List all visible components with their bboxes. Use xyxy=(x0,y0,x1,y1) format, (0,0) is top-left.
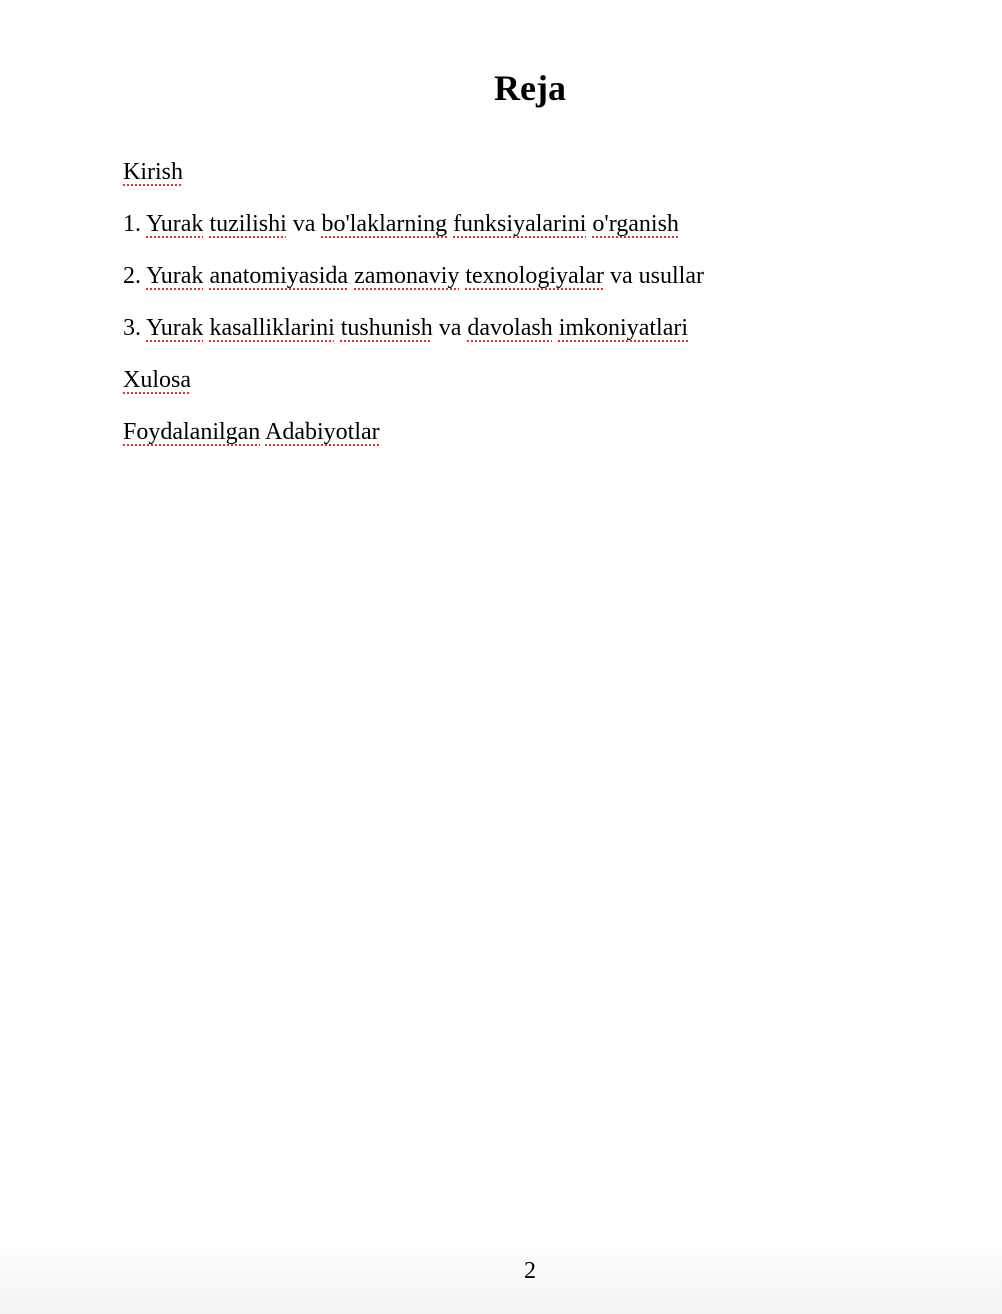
spellcheck-flagged-word: kasalliklarini xyxy=(209,315,335,341)
toc-text: va xyxy=(432,315,468,341)
page-title: Reja xyxy=(494,68,566,108)
spellcheck-flagged-word: Kirish xyxy=(123,159,183,185)
spellcheck-flagged-word: o'rganish xyxy=(592,211,679,237)
toc-item-section-2 xyxy=(123,259,704,311)
spellcheck-flagged-word: Foydalanilgan xyxy=(123,419,261,445)
spellcheck-flagged-word: bo'laklarning xyxy=(321,211,448,237)
spellcheck-flagged-word: imkoniyatlari xyxy=(558,315,689,341)
toc-text: va usullar xyxy=(603,263,704,289)
spellcheck-flagged-word: texnologiyalar xyxy=(465,263,604,289)
spellcheck-flagged-word: Yurak xyxy=(146,211,204,237)
spellcheck-flagged-word: anatomiyasida xyxy=(209,263,349,289)
toc-item-section-3 xyxy=(123,311,704,363)
table-of-contents xyxy=(123,155,704,467)
toc-item-adabiyotlar xyxy=(123,415,704,467)
spellcheck-flagged-word: tushunish xyxy=(340,315,433,341)
toc-text: 1. xyxy=(123,211,147,237)
spellcheck-flagged-word: Xulosa xyxy=(123,367,191,393)
toc-item-kirish xyxy=(123,155,704,207)
spellcheck-flagged-word: Yurak xyxy=(146,315,204,341)
spellcheck-flagged-word: tuzilishi xyxy=(209,211,287,237)
spellcheck-flagged-word: Adabiyotlar xyxy=(265,419,380,445)
spellcheck-flagged-word: funksiyalarini xyxy=(453,211,587,237)
toc-text: va xyxy=(286,211,322,237)
spellcheck-flagged-word: zamonaviy xyxy=(354,263,460,289)
toc-text: 3. xyxy=(123,315,147,341)
toc-text: 2. xyxy=(123,263,147,289)
spellcheck-flagged-word: davolash xyxy=(467,315,553,341)
toc-item-section-1 xyxy=(123,207,704,259)
spellcheck-flagged-word: Yurak xyxy=(146,263,204,289)
page-number: 2 xyxy=(524,1258,536,1284)
toc-item-xulosa xyxy=(123,363,704,415)
